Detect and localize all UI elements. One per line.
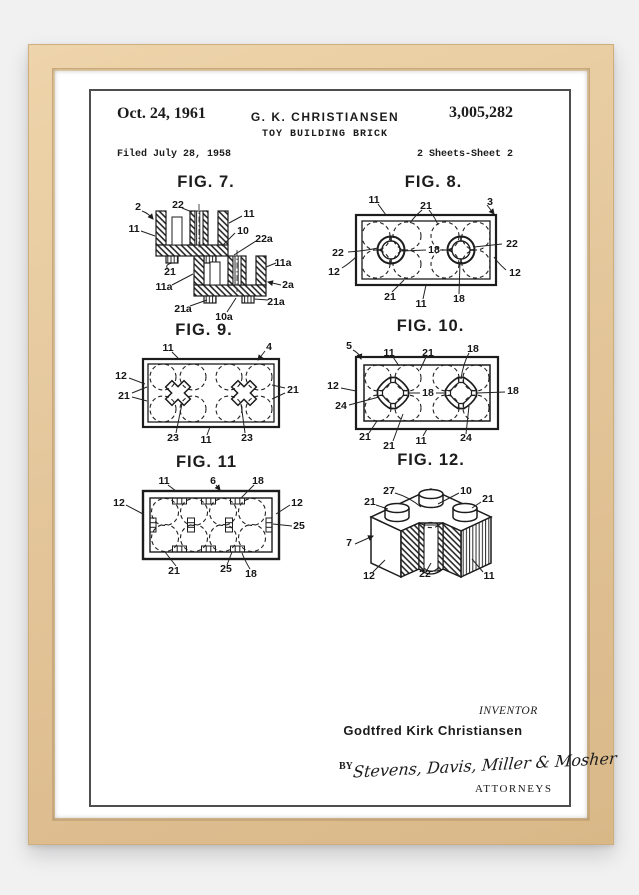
ref-numeral: 12 xyxy=(327,380,339,392)
figure-9 xyxy=(99,321,309,458)
ref-numeral: 12 xyxy=(509,267,521,279)
ref-numeral: 11 xyxy=(243,208,255,220)
ref-numeral: 21 xyxy=(422,347,434,359)
ref-numeral: 21 xyxy=(383,440,395,452)
figure-8-title: FIG. 8. xyxy=(404,173,463,191)
ref-numeral: 2a xyxy=(282,279,294,291)
ref-numeral: 2 xyxy=(135,201,141,213)
ref-numeral: 22 xyxy=(419,568,431,580)
figure-10-drawing xyxy=(323,339,538,464)
ref-numeral: 21 xyxy=(287,384,299,396)
figure-10-title: FIG. 10. xyxy=(396,317,465,335)
ref-numeral: 11 xyxy=(415,435,427,447)
figure-9-drawing xyxy=(99,343,309,458)
ref-numeral: 11a xyxy=(155,281,173,293)
ref-numeral: 21 xyxy=(364,496,376,508)
ref-numeral: 24 xyxy=(460,432,472,444)
ref-numeral: 11 xyxy=(415,298,427,310)
ref-numeral: 3 xyxy=(487,196,493,208)
ref-numeral: 11 xyxy=(200,434,212,446)
patent-number: 3,005,282 xyxy=(449,104,513,121)
ref-numeral: 11a xyxy=(274,257,292,269)
ref-numeral: 23 xyxy=(241,432,253,444)
ref-numeral: 10 xyxy=(237,225,249,237)
ref-numeral: 11 xyxy=(483,570,495,582)
figure-12 xyxy=(331,451,531,603)
patent-title: TOY BUILDING BRICK xyxy=(261,129,389,140)
figure-10 xyxy=(323,317,538,464)
ref-numeral: 21 xyxy=(384,291,396,303)
attorneys-caption: ATTORNEYS xyxy=(475,783,553,795)
attorney-signature: Stevens, Davis, Miller & Mosher xyxy=(352,748,618,782)
ref-numeral: 18 xyxy=(245,568,257,580)
ref-numeral: 12 xyxy=(291,497,303,509)
figure-8 xyxy=(326,173,541,315)
ref-numeral: 18 xyxy=(507,385,519,397)
ref-numeral: 18 xyxy=(453,293,465,305)
ref-numeral: 25 xyxy=(293,520,305,532)
ref-numeral: 11 xyxy=(162,342,174,354)
ref-numeral: 21 xyxy=(359,431,371,443)
figure-11 xyxy=(99,453,314,601)
ref-numeral: 11 xyxy=(368,194,380,206)
ref-numeral: 12 xyxy=(328,266,340,278)
ref-numeral: 4 xyxy=(266,341,272,353)
ref-numeral: 18 xyxy=(252,475,264,487)
ref-numeral: 21a xyxy=(174,303,192,315)
ref-numeral: 21 xyxy=(168,565,180,577)
patent-filed-date: Filed July 28, 1958 xyxy=(117,149,232,160)
figure-7-title: FIG. 7. xyxy=(177,173,235,191)
ref-numeral: 22a xyxy=(255,233,273,245)
ref-numeral: 18 xyxy=(428,244,440,256)
ref-numeral: 24 xyxy=(335,400,347,412)
ref-numeral: 11 xyxy=(128,223,140,235)
ref-numeral: 12 xyxy=(113,497,125,509)
by-label: BY xyxy=(339,761,353,772)
ref-numeral: 7 xyxy=(346,537,352,549)
ref-numeral: 6 xyxy=(210,475,216,487)
ref-numeral: 11 xyxy=(158,475,170,487)
ref-numeral: 18 xyxy=(422,387,434,399)
ref-numeral: 22 xyxy=(332,247,344,259)
patent-inventor-header: G. K. CHRISTIANSEN xyxy=(250,110,400,124)
ref-numeral: 21 xyxy=(420,200,432,212)
figure-11-drawing xyxy=(99,475,314,601)
ref-numeral: 18 xyxy=(467,343,479,355)
ref-numeral: 23 xyxy=(167,432,179,444)
figure-12-drawing xyxy=(331,473,531,603)
ref-numeral: 21a xyxy=(267,296,285,308)
inventor-name: Godtfred Kirk Christiansen xyxy=(343,723,523,738)
figure-12-title: FIG. 12. xyxy=(397,451,465,469)
ref-numeral: 12 xyxy=(363,570,375,582)
ref-numeral: 12 xyxy=(115,370,127,382)
patent-poster xyxy=(55,71,618,818)
ref-numeral: 22 xyxy=(172,199,184,211)
figure-7 xyxy=(106,173,306,330)
ref-numeral: 22 xyxy=(506,238,518,250)
patent-date: Oct. 24, 1961 xyxy=(117,105,206,122)
ref-numeral: 21 xyxy=(164,266,176,278)
ref-numeral: 11 xyxy=(383,347,395,359)
figure-11-title: FIG. 11 xyxy=(175,453,238,471)
ref-numeral: 5 xyxy=(346,340,352,352)
ref-numeral: 10a xyxy=(215,311,233,323)
poster-frame xyxy=(28,44,618,845)
ref-numeral: 21 xyxy=(482,493,494,505)
ref-numeral: 21 xyxy=(118,390,130,402)
figure-7-drawing xyxy=(106,195,306,330)
inventor-caption: INVENTOR xyxy=(479,705,538,717)
ref-numeral: 25 xyxy=(220,563,232,575)
figure-8-drawing xyxy=(326,195,541,315)
patent-sheet-info: 2 Sheets-Sheet 2 xyxy=(416,149,513,160)
figure-9-title: FIG. 9. xyxy=(175,321,233,339)
ref-numeral: 10 xyxy=(460,485,472,497)
ref-numeral: 27 xyxy=(383,485,395,497)
